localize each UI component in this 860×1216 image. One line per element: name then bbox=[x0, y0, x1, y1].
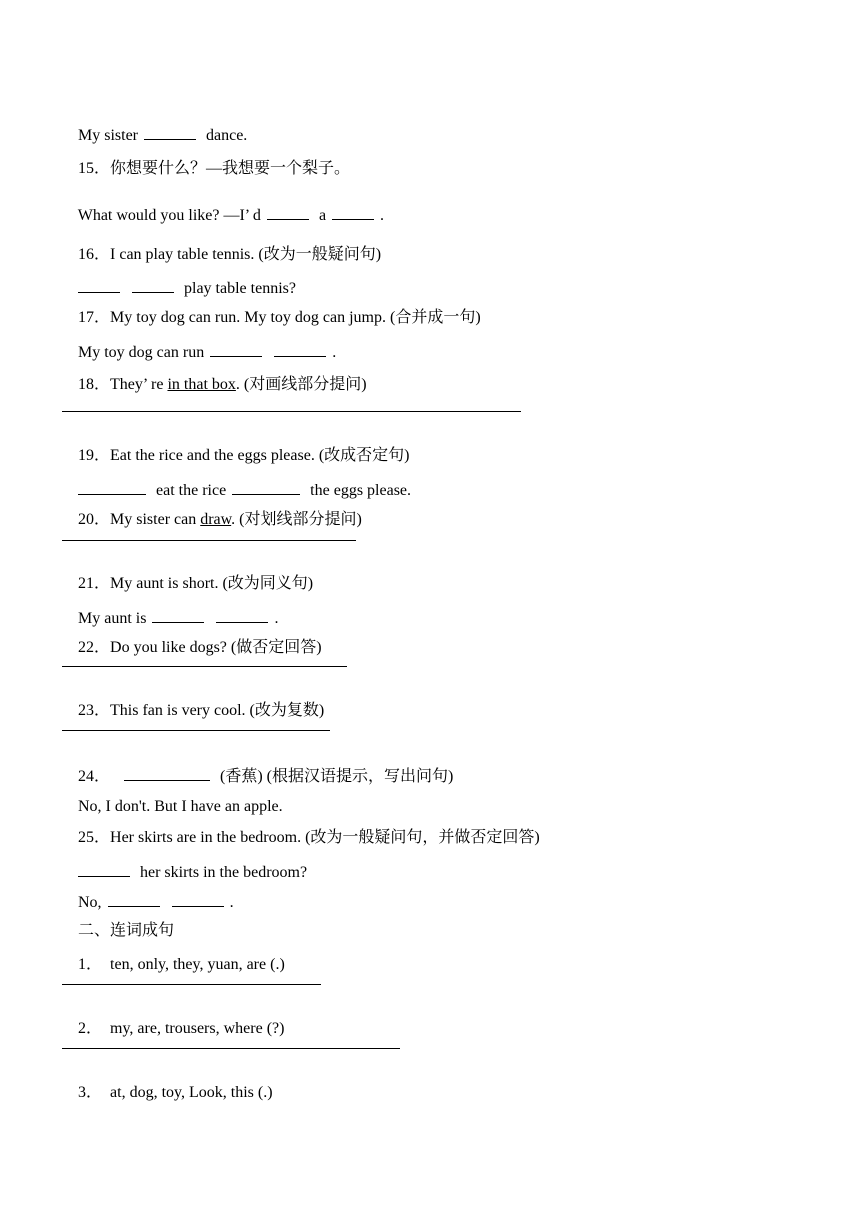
text: No, bbox=[78, 894, 102, 911]
question-number: 15． bbox=[78, 160, 111, 177]
question-number: 20． bbox=[78, 511, 111, 528]
question-number: 22． bbox=[78, 639, 111, 656]
answer-rule[interactable] bbox=[62, 730, 330, 731]
item-number: 1． bbox=[78, 956, 103, 973]
item-number: 3． bbox=[78, 1084, 103, 1101]
text: My sister can bbox=[110, 511, 201, 528]
text: the eggs please. bbox=[310, 482, 412, 499]
question-text: My toy dog can run. My toy dog can jump. (合并成一句) bbox=[110, 309, 481, 326]
question-number: 25． bbox=[78, 829, 111, 846]
text: her skirts in the bedroom? bbox=[140, 864, 308, 881]
answer-blank[interactable] bbox=[332, 204, 374, 220]
text: . bbox=[229, 894, 234, 911]
sentence-item-1 bbox=[62, 935, 285, 995]
text: . bbox=[274, 610, 279, 627]
item-text: my, are, trousers, where (?) bbox=[110, 1020, 285, 1037]
question-text: Her skirts are in the bedroom. (改为一般疑问句，并做否定回答) bbox=[110, 829, 540, 846]
answer-blank[interactable] bbox=[172, 891, 224, 907]
question-text: I can play table tennis. (改为一般疑问句) bbox=[110, 246, 382, 263]
text: No, I don't. But I have an apple. bbox=[78, 798, 283, 815]
text: What would you like? —I’ d bbox=[77, 207, 261, 224]
question-number: 21． bbox=[78, 575, 111, 592]
answer-rule[interactable] bbox=[62, 666, 347, 667]
text: My toy dog can run bbox=[78, 344, 205, 361]
question-text: (香蕉) (根据汉语提示，写出问句) bbox=[220, 768, 454, 785]
question-number: 16． bbox=[78, 246, 111, 263]
answer-rule[interactable] bbox=[62, 1048, 400, 1049]
question-text: This fan is very cool. (改为复数) bbox=[110, 702, 325, 719]
question-number: 24． bbox=[78, 768, 111, 785]
item-text: at, dog, toy, Look, this (.) bbox=[110, 1084, 273, 1101]
item-text: ten, only, they, yuan, are (.) bbox=[110, 956, 285, 973]
item-number: 2． bbox=[78, 1020, 103, 1037]
question-text: 你想要什么？—我想要一个梨子。 bbox=[110, 160, 351, 177]
question-18 bbox=[62, 355, 367, 415]
question-text: My aunt is short. (改为同义句) bbox=[110, 575, 314, 592]
text: . bbox=[332, 344, 337, 361]
text: play table tennis? bbox=[184, 280, 296, 297]
answer-rule[interactable] bbox=[62, 984, 321, 985]
answer-rule[interactable] bbox=[62, 540, 356, 541]
question-22 bbox=[62, 618, 322, 678]
text: My sister bbox=[78, 127, 138, 144]
answer-rule[interactable] bbox=[62, 411, 521, 412]
text: . bbox=[380, 207, 385, 224]
question-number: 23． bbox=[78, 702, 111, 719]
text: They’ re bbox=[110, 376, 168, 393]
text: My aunt is bbox=[78, 610, 147, 627]
text: . (对划线部分提问) bbox=[231, 511, 362, 528]
underlined-text: draw bbox=[200, 511, 232, 528]
sentence-item-2 bbox=[62, 999, 284, 1059]
question-text: Eat the rice and the eggs please. (改成否定句) bbox=[110, 447, 410, 464]
question-text: Do you like dogs? (做否定回答) bbox=[110, 639, 322, 656]
text: a bbox=[318, 207, 327, 224]
answer-blank[interactable] bbox=[267, 204, 309, 220]
answer-blank[interactable] bbox=[144, 124, 196, 140]
question-20 bbox=[62, 490, 362, 550]
text: dance. bbox=[206, 127, 248, 144]
underlined-text: in that box bbox=[167, 376, 236, 393]
section-title: 二、连词成句 bbox=[78, 922, 175, 939]
question-number: 17． bbox=[78, 309, 111, 326]
question-number: 19． bbox=[78, 447, 111, 464]
text: eat the rice bbox=[156, 482, 227, 499]
question-23 bbox=[62, 681, 324, 741]
sentence-item-3 bbox=[62, 1063, 273, 1123]
text: . (对画线部分提问) bbox=[235, 376, 367, 393]
question-number: 18． bbox=[78, 376, 111, 393]
